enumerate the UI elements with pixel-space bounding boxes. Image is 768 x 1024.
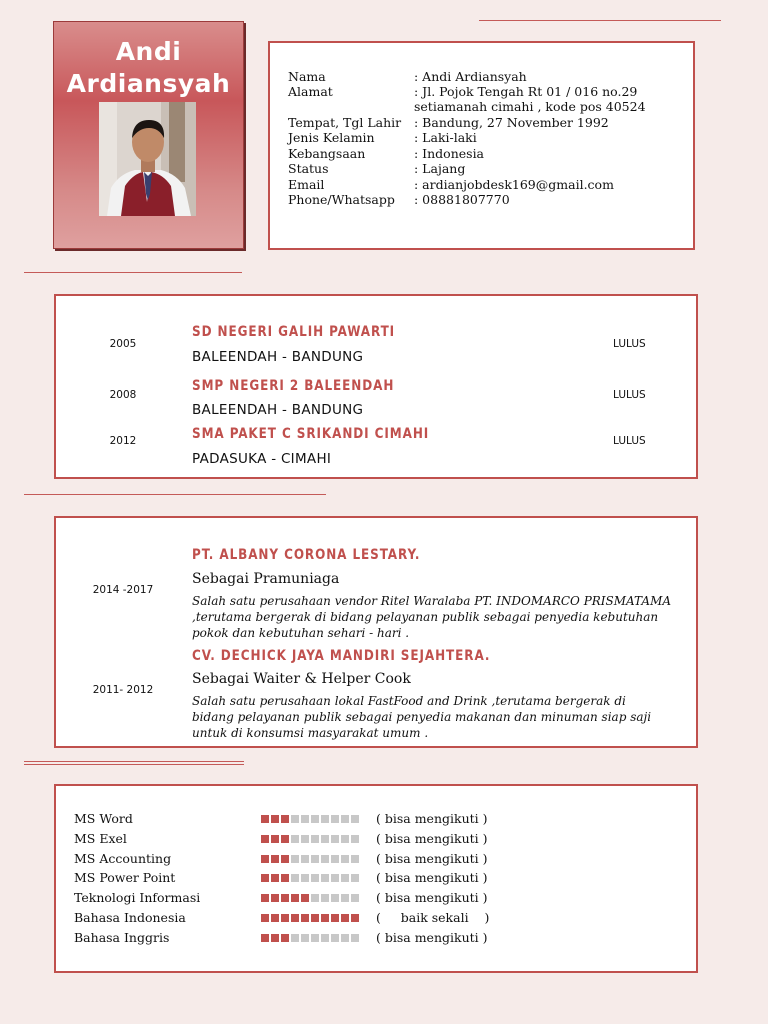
experience-box [54, 516, 698, 748]
skill-segment-empty [341, 815, 349, 823]
skills-box [54, 784, 698, 973]
info-value: : Lajang [414, 161, 466, 176]
info-label: Status [288, 161, 329, 176]
skill-segment-empty [291, 835, 299, 843]
skill-segment-empty [311, 815, 319, 823]
skill-segment-empty [351, 815, 359, 823]
education-place: PADASUKA - CIMAHI [192, 451, 332, 467]
info-value: : Bandung, 27 November 1992 [414, 115, 609, 130]
skill-segment-filled [271, 914, 279, 922]
skill-segment-filled [261, 855, 269, 863]
skill-segment-empty [301, 815, 309, 823]
skill-segment-empty [291, 815, 299, 823]
skill-note: ( bisa mengikuti ) [376, 870, 488, 886]
skill-segment-filled [281, 894, 289, 902]
skill-segment-empty [331, 874, 339, 882]
skill-segment-filled [261, 815, 269, 823]
skill-segment-empty [331, 934, 339, 942]
info-value: : ardianjobdesk169@gmail.com [414, 177, 614, 192]
skill-segment-filled [261, 934, 269, 942]
skill-segment-filled [281, 874, 289, 882]
info-label: Tempat, Tgl Lahir [288, 115, 402, 130]
skill-segment-empty [321, 815, 329, 823]
skill-segment-empty [291, 934, 299, 942]
skill-level-bar [261, 894, 361, 902]
skill-segment-empty [301, 835, 309, 843]
skill-note: ( baik sekali ) [376, 910, 490, 925]
info-value: : Indonesia [414, 146, 485, 161]
skill-segment-filled [351, 914, 359, 922]
info-label: Phone/Whatsapp [288, 192, 395, 207]
skill-segment-filled [341, 914, 349, 922]
skill-note: ( bisa mengikuti ) [376, 830, 488, 846]
skill-segment-empty [311, 934, 319, 942]
experience-company: PT. ALBANY CORONA LESTARY. [192, 547, 421, 563]
education-school: SMA PAKET C SRIKANDI CIMAHI [192, 426, 430, 442]
skill-segment-filled [281, 835, 289, 843]
education-status: LULUS [613, 435, 646, 447]
education-school: SD NEGERI GALIH PAWARTI [192, 324, 396, 340]
skill-name: Bahasa Indonesia [74, 910, 186, 925]
experience-period: 2014 -2017 [92, 584, 154, 596]
info-label: Email [288, 177, 325, 192]
education-place: BALEENDAH - BANDUNG [192, 349, 364, 365]
skill-segment-filled [271, 835, 279, 843]
education-box [54, 294, 698, 479]
info-label: Alamat [288, 84, 333, 99]
description-line: pokok dan kebutuhan sehari - hari . [192, 626, 410, 640]
skill-segment-empty [341, 894, 349, 902]
skill-note: ( bisa mengikuti ) [376, 929, 488, 945]
skill-segment-filled [271, 934, 279, 942]
education-year: 2012 [109, 435, 137, 447]
skill-segment-filled [261, 835, 269, 843]
skill-segment-empty [291, 855, 299, 863]
education-year: 2005 [109, 338, 137, 350]
skill-segment-filled [281, 855, 289, 863]
skill-segment-filled [301, 914, 309, 922]
divider-experience [24, 494, 326, 495]
skill-segment-filled [311, 914, 319, 922]
skill-segment-empty [351, 835, 359, 843]
skill-segment-empty [321, 874, 329, 882]
skill-name: MS Exel [74, 830, 127, 846]
skill-level-bar [261, 934, 361, 942]
skill-segment-empty [311, 835, 319, 843]
skill-segment-filled [271, 815, 279, 823]
skill-segment-filled [271, 874, 279, 882]
skill-segment-empty [321, 934, 329, 942]
skill-level-bar [261, 914, 361, 922]
skill-segment-empty [331, 894, 339, 902]
info-value: setiamanah cimahi , kode pos 40524 [414, 99, 646, 114]
skill-note: ( bisa mengikuti ) [376, 811, 488, 826]
skill-name: MS Power Point [74, 870, 176, 886]
skill-segment-empty [321, 894, 329, 902]
skill-segment-empty [331, 855, 339, 863]
skill-segment-filled [261, 874, 269, 882]
skill-note: ( bisa mengikuti ) [376, 890, 488, 906]
full-name [54, 36, 243, 100]
skill-segment-empty [351, 874, 359, 882]
skill-segment-empty [341, 874, 349, 882]
skill-segment-empty [301, 874, 309, 882]
info-label: Kebangsaan [288, 146, 366, 161]
skill-level-bar [261, 874, 361, 882]
education-status: LULUS [613, 389, 646, 401]
experience-company: CV. DECHICK JAYA MANDIRI SEJAHTERA. [192, 648, 491, 664]
skill-segment-filled [301, 894, 309, 902]
skill-segment-filled [261, 894, 269, 902]
info-label: Jenis Kelamin [288, 130, 375, 145]
education-status: LULUS [613, 338, 646, 350]
education-school: SMP NEGERI 2 BALEENDAH [192, 378, 395, 394]
skill-name: Bahasa Inggris [74, 929, 170, 945]
info-value: : Laki-laki [414, 130, 477, 145]
divider-skills [24, 761, 244, 762]
skill-name: MS Word [74, 811, 133, 826]
experience-period: 2011- 2012 [92, 684, 154, 696]
skill-segment-empty [311, 894, 319, 902]
skill-segment-empty [321, 855, 329, 863]
skill-segment-empty [331, 815, 339, 823]
skill-segment-empty [311, 874, 319, 882]
skill-segment-filled [281, 934, 289, 942]
profile-photo [99, 102, 196, 216]
skill-segment-empty [301, 934, 309, 942]
skill-segment-empty [351, 855, 359, 863]
skill-level-bar [261, 855, 361, 863]
first-name: Andi [115, 37, 182, 66]
skill-segment-empty [351, 894, 359, 902]
education-place: BALEENDAH - BANDUNG [192, 402, 364, 418]
skill-segment-filled [261, 914, 269, 922]
skill-level-bar [261, 815, 361, 823]
skill-segment-empty [331, 835, 339, 843]
skill-name: Teknologi Informasi [74, 890, 201, 906]
skill-segment-filled [281, 815, 289, 823]
skill-segment-filled [281, 914, 289, 922]
divider-top-right [479, 20, 721, 21]
description-line: bidang pelayanan publik sebagai penyedia makanan dan minuman siap saji [192, 710, 652, 724]
skill-segment-empty [341, 934, 349, 942]
skill-segment-filled [321, 914, 329, 922]
skill-segment-filled [331, 914, 339, 922]
personal-info-box [268, 41, 695, 250]
description-line: Salah satu perusahaan vendor Ritel Waralaba PT. INDOMARCO PRISMATAMA [192, 594, 672, 608]
divider-education [24, 272, 242, 273]
skill-segment-empty [351, 934, 359, 942]
skill-segment-empty [341, 835, 349, 843]
name-card [53, 21, 244, 249]
experience-description [192, 693, 687, 741]
description-line: Salah satu perusahaan lokal FastFood and Drink ,terutama bergerak di [192, 694, 626, 708]
experience-role: Sebagai Waiter & Helper Cook [192, 671, 411, 687]
skill-segment-empty [291, 874, 299, 882]
description-line: ,terutama bergerak di bidang pelayanan publik sebagai penyedia kebutuhan [192, 610, 659, 624]
info-value: : 08881807770 [414, 192, 510, 207]
experience-description [192, 593, 687, 641]
skill-segment-filled [291, 914, 299, 922]
skill-segment-empty [321, 835, 329, 843]
skill-segment-filled [271, 894, 279, 902]
skill-level-bar [261, 835, 361, 843]
info-value: : Jl. Pojok Tengah Rt 01 / 016 no.29 [414, 84, 638, 99]
last-name: Ardiansyah [66, 69, 231, 98]
info-label: Nama [288, 69, 326, 84]
skill-segment-filled [271, 855, 279, 863]
experience-role: Sebagai Pramuniaga [192, 571, 340, 587]
skill-segment-empty [311, 855, 319, 863]
skill-segment-filled [291, 894, 299, 902]
skill-name: MS Accounting [74, 850, 172, 866]
skill-note: ( bisa mengikuti ) [376, 850, 488, 866]
description-line: untuk di konsumsi masyarakat umum . [192, 726, 429, 740]
skill-segment-empty [301, 855, 309, 863]
education-year: 2008 [109, 389, 137, 401]
info-value: : Andi Ardiansyah [414, 69, 527, 84]
skill-segment-empty [341, 855, 349, 863]
